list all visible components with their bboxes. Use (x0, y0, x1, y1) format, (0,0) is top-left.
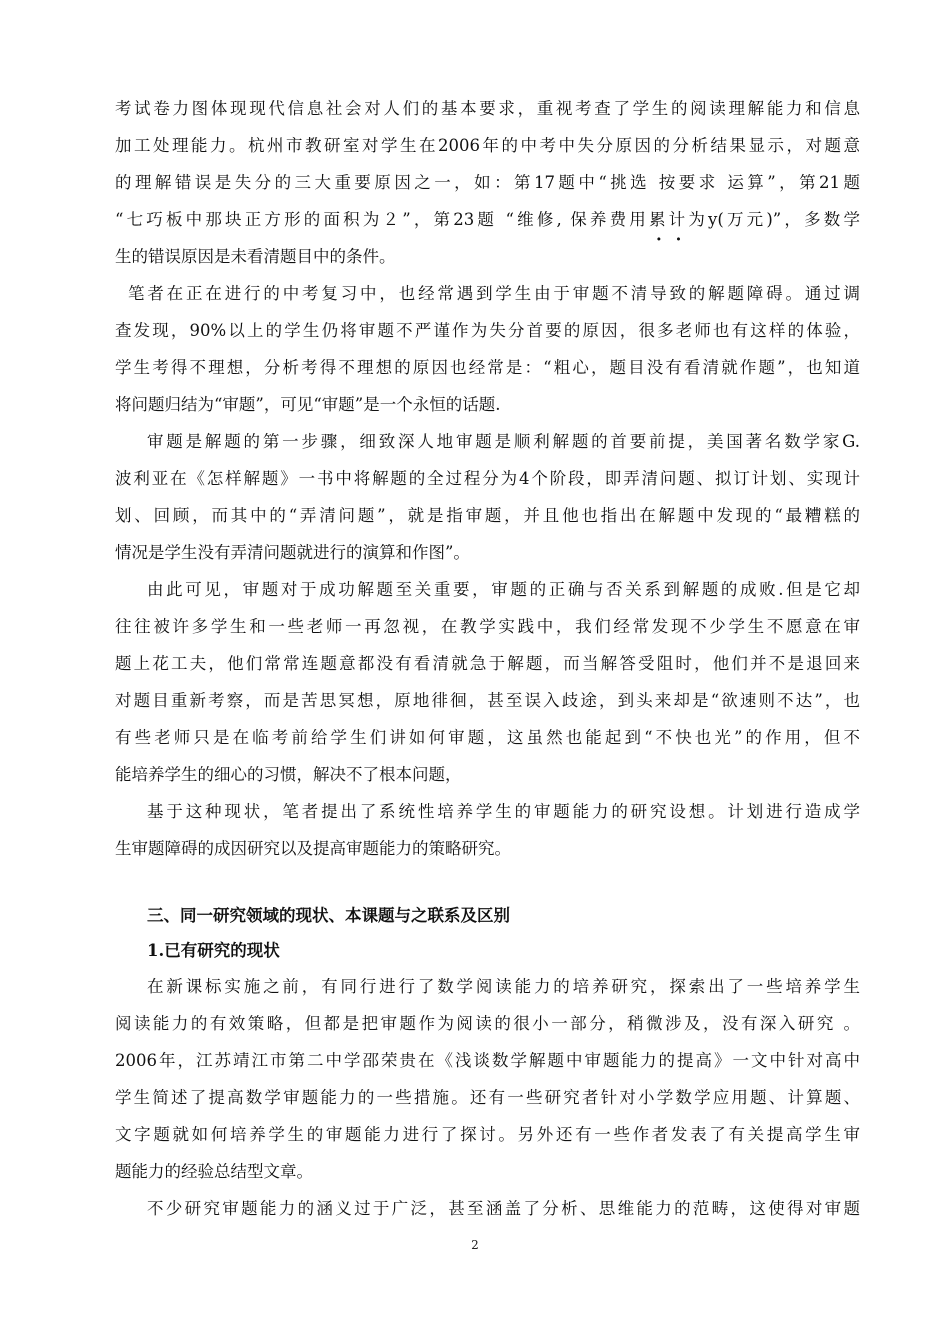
text-line: 由此可见，审题对于成功解题至关重要，审题的正确与否关系到解题的成败.但是它却 (147, 580, 860, 599)
page-number: 2 (471, 1238, 479, 1252)
text-line: 划、回顾，而其中的“弄清问题”，就是指审题，并且他也指出在解题中发现的“最糟糕的 (115, 506, 860, 525)
text-line: 学生考得不理想，分析考得不理想的原因也经常是：“粗心，题目没有看清就作题”，也知道 (115, 358, 860, 377)
text-line: 阅读能力的有效策略，但都是把审题作为阅读的很小一部分，稍微涉及，没有深入研究 。 (115, 1014, 860, 1033)
text-line: 加工处理能力。杭州市教研室对学生在2006年的中考中失分原因的分析结果显示，对题意 (115, 136, 860, 155)
text-line: 在新课标实施之前，有同行进行了数学阅读能力的培养研究，探索出了一些培养学生 (147, 977, 860, 996)
text-line: 生审题障碍的成因研究以及提高审题能力的策略研究。 (115, 839, 511, 858)
text-line: 不少研究审题能力的涵义过于广泛，甚至涵盖了分析、思维能力的范畴，这使得对审题 (147, 1199, 860, 1218)
text-segment: “七巧板中那块正方形的面积为２”，第23题 “维修, 保养费用 (115, 210, 649, 229)
text-line: 生的错误原因是未看清题目中的条件。 (115, 247, 396, 266)
text-line: 查发现，90%以上的学生仍将审题不严谨作为失分首要的原因，很多老师也有这样的体验， (115, 321, 860, 340)
text-line: 学生简述了提高数学审题能力的一些措施。还有一些研究者针对小学数学应用题、计算题、 (115, 1088, 860, 1107)
section-heading: 三、同一研究领域的现状、本课题与之联系及区别 (147, 906, 510, 925)
text-line: 考试卷力图体现现代信息社会对人们的基本要求，重视考查了学生的阅读理解能力和信息 (115, 99, 860, 118)
text-line: 基于这种现状，笔者提出了系统性培养学生的审题能力的研究设想。计划进行造成学 (147, 802, 860, 821)
text-line-with-emphasis-dots (115, 202, 860, 238)
text-line: 审题是解题的第一步骤，细致深人地审题是顺利解题的首要前提，美国著名数学家G. (147, 432, 860, 451)
text-line: 能培养学生的细心的习惯，解决不了根本问题， (115, 765, 462, 784)
text-line: 对题目重新考察，而是苦思冥想，原地徘徊，甚至误入歧途，到头来却是“欲速则不达”，也 (115, 691, 860, 710)
text-line: 题上花工夫，他们常常连题意都没有看清就急于解题，而当解答受阻时，他们并不是退回来 (115, 654, 860, 673)
text-line: 题能力的经验总结型文章。 (115, 1162, 313, 1181)
text-line: 情况是学生没有弄清问题就进行的演算和作图”。 (115, 543, 470, 562)
text-segment: 为y(万元)”，多数学 (688, 210, 860, 229)
text-line: 笔者在正在进行的中考复习中，也经常遇到学生由于审题不清导致的解题障碍。通过调 (128, 284, 860, 303)
text-line: 文字题就如何培养学生的审题能力进行了探讨。另外还有一些作者发表了有关提高学生审 (115, 1125, 860, 1144)
subsection-heading: 1.已有研究的现状 (147, 941, 280, 960)
text-line: 往往被许多学生和一些老师一再忽视，在教学实践中，我们经常发现不少学生不愿意在审 (115, 617, 860, 636)
text-line: 的理解错误是失分的三大重要原因之一，如：第17题中“挑选 按要求 运算”，第21题 (115, 173, 860, 192)
emphasis-dot-char: 累 (648, 210, 669, 229)
text-line: 2006年，江苏靖江市第二中学邵荣贵在《浅谈数学解题中审题能力的提高》一文中针对高中 (115, 1051, 860, 1070)
text-line: 波利亚在《怎样解题》一书中将解题的全过程分为4个阶段，即弄清问题、拟订计划、实现计 (115, 469, 860, 488)
text-line: 将问题归结为“审题”，可见“审题”是一个永恒的话题. (115, 395, 501, 414)
emphasis-dot-char: 计 (668, 210, 689, 229)
text-line: 有些老师只是在临考前给学生们讲如何审题，这虽然也能起到“不快也光”的作用，但不 (115, 728, 860, 747)
